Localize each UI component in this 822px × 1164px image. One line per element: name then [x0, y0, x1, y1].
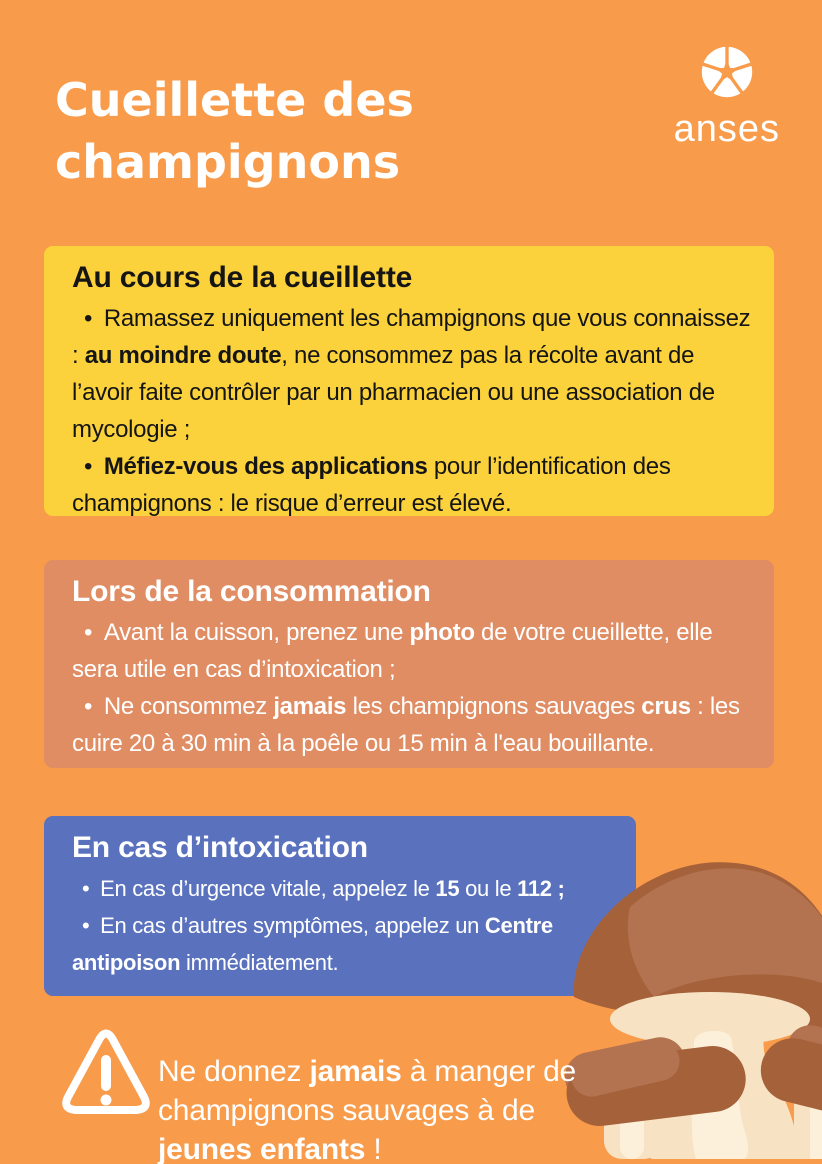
bullet-item: • Ramassez uniquement les champignons que vous connaissez : au moindre doute, ne consommez pas la récolte avant de l’avoir faite contrôler par un pharmacien ou une association de mycologie ;	[72, 300, 758, 448]
warning-text: Ne donnez jamais à manger de champignons sauvages à de jeunes enfants !	[158, 1055, 577, 1164]
bullet-item: • Ne consommez jamais les champignons sauvages crus : les cuire 20 à 30 min à la poêle ou 15 min à l'eau bouillante.	[72, 688, 758, 762]
anses-logo	[674, 44, 780, 149]
warning-triangle-icon	[60, 1026, 152, 1127]
section-consumption-bullets	[72, 614, 758, 762]
section-consumption	[44, 560, 774, 768]
section-intoxication	[44, 816, 636, 996]
bullet-item: • Méfiez-vous des applications pour l’identification des champignons : le risque d’erreur est élevé.	[72, 448, 758, 522]
page-title: Cueillette des champignons	[55, 72, 414, 189]
section-harvest-bullets	[72, 300, 758, 522]
anses-logo-text: anses	[673, 108, 780, 150]
section-consumption-heading: Lors de la consommation	[72, 575, 431, 608]
section-harvest-heading: Au cours de la cueillette	[72, 261, 413, 294]
bullet-item: • Avant la cuisson, prenez une photo de votre cueillette, elle sera utile en cas d’intoxication ;	[72, 614, 758, 688]
anses-logo-icon	[699, 44, 755, 105]
bullet-item: • En cas d’autres symptômes, appelez un Centre antipoison immédiatement.	[72, 907, 630, 981]
section-intoxication-heading: En cas d’intoxication	[72, 831, 368, 864]
bullet-item: • En cas d’urgence vitale, appelez le 15 ou le 112 ;	[72, 870, 630, 907]
section-intoxication-bullets	[72, 870, 630, 981]
section-harvest	[44, 246, 774, 516]
